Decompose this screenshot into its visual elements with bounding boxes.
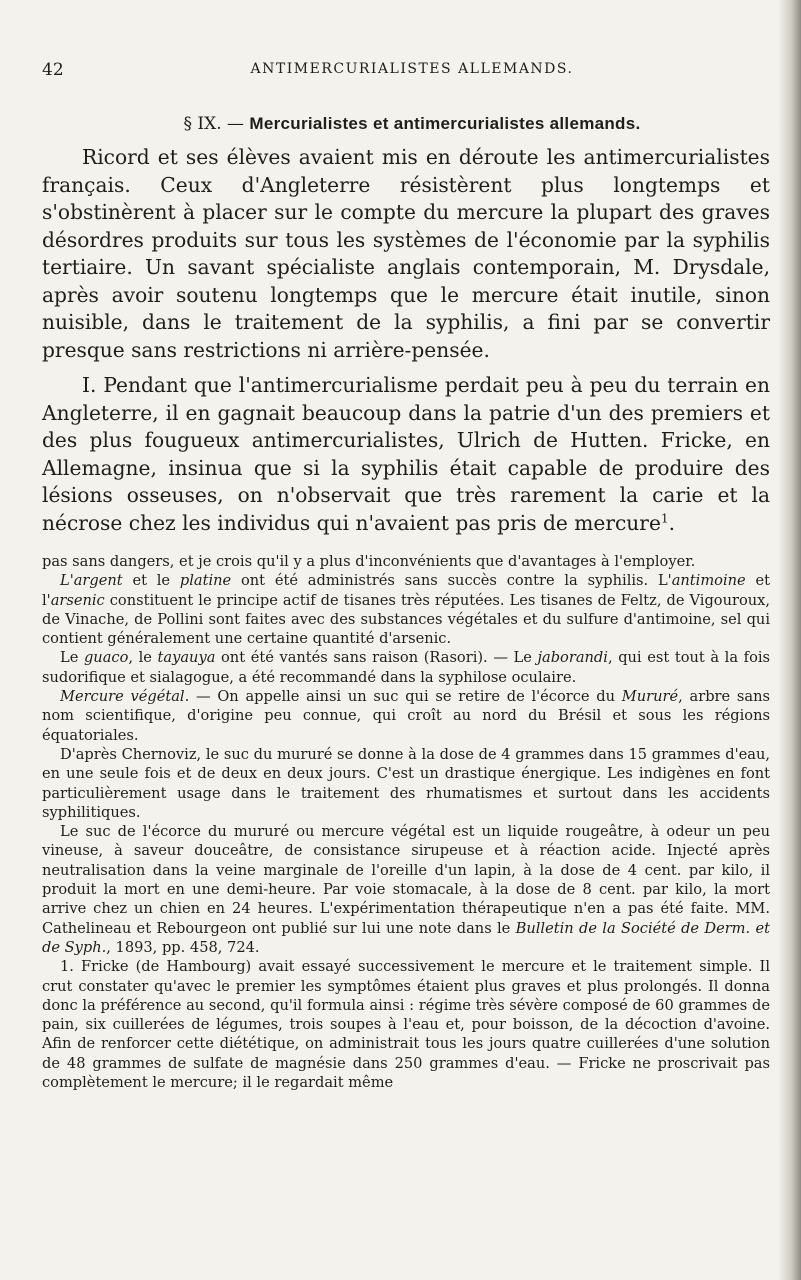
note-metals xyxy=(42,571,770,648)
term-antimoine: antimoine xyxy=(671,572,746,590)
footnote-1: 1. Fricke (de Hambourg) avait essayé successivement le mercure et le traitement simple. Il crut constater qu'avec le premier les symptômes étaient plus graves et plus prolongés. Il donna donc la préférence au second, qu'il formula ainsi : régime très sévère composé de 60 grammes de pain, six cuillerées de légumes, trois soupes à l'eau et, pour boisson, de la décoction d'avoine. Afin de renforcer cette diététique, on administrait tous les jours quatre cuillerées d'une solution de 48 grammes de sulfate de magnésie dans 250 grammes d'eau. — Fricke ne proscrivait pas complètement le mercure; il le regardait même xyxy=(42,958,770,1092)
paragraph-1: Ricord et ses élèves avaient mis en déroute les antimercurialistes français. Ceux d'Angleterre résistèrent plus longtemps et s'obstinèrent à placer sur le compte du mercure la plupart des graves désordres produits sur tous les systèmes de l'économie par la syphilis tertiaire. Un savant spécialiste anglais contemporain, M. Drysdale, après avoir soutenu longtemps que le mercure était inutile, sinon nuisible, dans le traitement de la syphilis, a fini par se convertir presque sans restrictions ni arrière-pensée. xyxy=(42,145,770,362)
section-number: § IX. — xyxy=(183,114,244,134)
term-mercure-vegetal: Mercure végétal xyxy=(60,688,185,706)
paragraph-2-text: I. Pendant que l'antimercurialisme perdait peu à peu du terrain en Angleterre, il en gagnait beaucoup dans la patrie d'un des premiers et des plus fougueux antimercurialistes, Ulrich de Hutten. Fricke, en Allemagne, insinua que si la syphilis était capable de produire des lésions osseuses, on n'observait que très rarement la carie et la nécrose chez les individus qui n'avaient pas pris de mercure xyxy=(42,373,770,535)
note-suc-ecorce xyxy=(42,822,770,957)
paragraph-2 xyxy=(42,372,770,537)
note-text: et le xyxy=(122,572,180,590)
term-platine: platine xyxy=(179,572,232,590)
page-edge-shadow xyxy=(779,0,801,1280)
citation-bulletin: Bulletin de la Société de Derm. et de Syph. xyxy=(42,919,770,956)
note-text: , le xyxy=(128,649,158,667)
note-continuation: pas sans dangers, et je crois qu'il y a plus d'inconvénients que d'avantages à l'employer. xyxy=(42,553,696,570)
note-text: ont été vantés sans raison (Rasori). — Le xyxy=(215,649,538,667)
note-text: . — On appelle ainsi un suc qui se retire de l'écorce du xyxy=(184,688,622,706)
note-text: Le xyxy=(60,649,84,667)
main-text xyxy=(42,144,770,545)
term-arsenic: arsenic xyxy=(50,591,105,609)
term-murure: Mururé xyxy=(621,688,679,706)
footnotes xyxy=(42,552,770,1092)
note-chernoviz: D'après Chernoviz, le suc du mururé se donne à la dose de 4 grammes dans 15 grammes d'eau, en une seule fois et de deux en deux jours. C'est un drastique énergique. Les indigènes en font particulièrement usage dans le traitement des rhumatismes et surtout dans les accidents syphilitiques. xyxy=(42,745,770,821)
note-text: , 1893, pp. 458, 724. xyxy=(106,938,260,956)
running-header xyxy=(42,60,782,84)
term-jaborandi: jaborandi xyxy=(537,649,608,667)
note-text: , qui est tout à la fois sudorifique et sialagogue, a été recommandé dans la syphilose oculaire. xyxy=(42,649,771,686)
term-argent: L'argent xyxy=(60,572,123,590)
note-text: constituent le principe actif de tisanes très réputées. Les tisanes de Feltz, de Vigouroux, de Vinache, de Pollini sont faites avec des substances végétales et du sulfure d'antimoine, sel qui contient généralement une certaine quantité d'arsenic. xyxy=(42,591,770,648)
term-tayauya: tayauya xyxy=(157,649,216,667)
footnote-ref: 1 xyxy=(660,510,669,525)
note-text: , arbre sans nom scientifique, d'origine peu connue, qui croît au nord du Brésil et sous les régions équatoriales. xyxy=(42,688,770,744)
page-number: 42 xyxy=(42,60,64,80)
note-mercure-vegetal xyxy=(42,687,770,745)
paragraph-2-end: . xyxy=(668,510,676,535)
running-title: ANTIMERCURIALISTES ALLEMANDS. xyxy=(250,61,574,77)
term-guaco: guaco xyxy=(83,649,129,667)
section-title: Mercurialistes et antimercurialistes allemands. xyxy=(249,114,641,133)
note-guaco xyxy=(42,648,770,687)
section-heading xyxy=(42,114,782,134)
note-text: Le suc de l'écorce du mururé ou mercure végétal est un liquide rougeâtre, à odeur un peu vineuse, à saveur douceâtre, de consistance sirupeuse et à réaction acide. Injecté après neutralisation dans la veine marginale de l'oreille d'un lapin, à la dose de 4 cent. par kilo, il produit la mort en une demi-heure. Par voie stomacale, à la dose de 8 cent. par kilo, la mort arrive chez un chien en 24 heures. L'expérimentation thérapeutique n'en a pas été faite. MM. Cathelineau et Rebourgeon ont publié sur lui une note dans le xyxy=(42,823,770,937)
note-text: et l' xyxy=(42,572,770,609)
note-text: ont été administrés sans succès contre la syphilis. L' xyxy=(231,572,672,590)
